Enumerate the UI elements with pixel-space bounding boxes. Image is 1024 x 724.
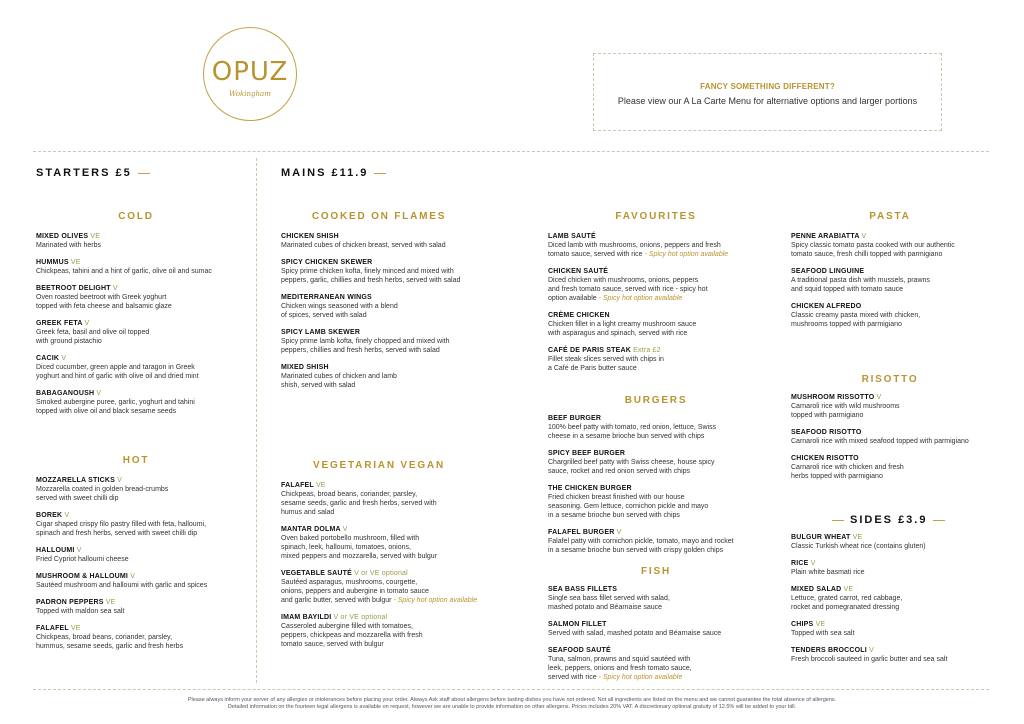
dish-name: BOREK bbox=[36, 512, 63, 519]
menu-item-description: peppers, chickpeas and mozzarella with fresh bbox=[281, 632, 423, 639]
menu-item-name bbox=[548, 585, 768, 594]
menu-item-name bbox=[791, 533, 991, 542]
menu-item-description: Sautéed asparagus, mushrooms, courgette, bbox=[281, 579, 418, 586]
menu-item-description: Served with salad, mashed potato and Béarnaise sauce bbox=[548, 630, 722, 637]
menu-item-description: herbs topped with parmigiano bbox=[791, 473, 883, 480]
menu-item bbox=[36, 319, 251, 346]
dish-name: PADRON PEPPERS bbox=[36, 599, 104, 606]
menu-item bbox=[548, 620, 768, 638]
risotto-heading: RISOTTO bbox=[861, 374, 919, 385]
logo-name: OPUZ bbox=[211, 57, 289, 87]
menu-item-description: Chicken wings seasoned with a blend bbox=[281, 303, 398, 310]
dish-name: CAFÉ DE PARIS STEAK bbox=[548, 347, 632, 354]
menu-item-description: leek, peppers, onions and fresh tomato sauce, bbox=[548, 665, 692, 672]
menu-item-name bbox=[281, 613, 481, 622]
menu-item-name bbox=[791, 454, 991, 463]
hot-heading: HOT bbox=[122, 455, 150, 466]
dietary-tag: VE bbox=[70, 625, 81, 632]
menu-item-name bbox=[281, 569, 481, 578]
menu-item-description: Oven roasted beetroot with Greek yoghurt bbox=[36, 294, 167, 301]
menu-item-description: yoghurt and hint of garlic with olive oil and dried mint bbox=[36, 373, 199, 380]
menu-item bbox=[791, 533, 991, 551]
fish-heading: FISH bbox=[641, 566, 671, 577]
menu-item-description: peppers, chillies and fresh herbs, served with salad bbox=[281, 347, 440, 354]
menu-item-description: Greek feta, basil and olive oil topped bbox=[36, 329, 150, 336]
menu-item-name bbox=[548, 620, 768, 629]
dietary-tag: V bbox=[61, 355, 67, 362]
menu-item-description: in a sesame brioche bun served with crispy golden chips bbox=[548, 547, 724, 554]
menu-item-name bbox=[281, 232, 481, 241]
veg-list bbox=[281, 481, 481, 657]
menu-item bbox=[36, 598, 251, 616]
menu-item-description: Fried Cypriot halloumi cheese bbox=[36, 556, 129, 563]
dish-name: MEDITERRANEAN WINGS bbox=[281, 294, 372, 301]
menu-item bbox=[281, 293, 481, 320]
menu-item-name bbox=[548, 311, 768, 320]
menu-item bbox=[281, 613, 481, 649]
menu-item bbox=[791, 620, 991, 638]
menu-item-description: spinach, leek, halloumi, tomatoes, onions, bbox=[281, 544, 411, 551]
menu-item-name bbox=[281, 363, 481, 372]
menu-item-description: and garlic butter, served with bulgur - Spicy hot option available bbox=[281, 597, 478, 604]
promo-text: Please view our A La Carte Menu for alternative options and larger portions bbox=[617, 96, 918, 106]
menu-item-description: Chickpeas, broad beans, coriander, parsley, bbox=[281, 491, 418, 498]
dish-name: SPICY BEEF BURGER bbox=[548, 450, 626, 457]
menu-item bbox=[791, 646, 991, 664]
menu-item-name bbox=[36, 258, 251, 267]
menu-item bbox=[36, 546, 251, 564]
menu-item bbox=[36, 389, 251, 416]
menu-item-description: served with sweet chilli dip bbox=[36, 495, 119, 502]
menu-item-name bbox=[548, 414, 768, 423]
menu-item-name bbox=[36, 354, 251, 363]
menu-item-description: tomato sauce, served with bulgur bbox=[281, 641, 384, 648]
cold-list bbox=[36, 232, 251, 424]
dish-name: FALAFEL bbox=[36, 625, 69, 632]
dietary-tag: VE bbox=[315, 482, 326, 489]
menu-item-description: Falafel patty with cornichon pickle, tomato, mayo and rocket bbox=[548, 538, 734, 545]
menu-item bbox=[548, 585, 768, 612]
burgers-list bbox=[548, 414, 768, 563]
menu-item bbox=[791, 232, 991, 259]
flames-list bbox=[281, 232, 481, 398]
menu-item-description: Classic Turkish wheat rice (contains gluten) bbox=[791, 543, 926, 550]
menu-item-name bbox=[791, 428, 991, 437]
menu-item-description: rocket and pomegranated dressing bbox=[791, 604, 900, 611]
dish-name: SALMON FILLET bbox=[548, 621, 607, 628]
top-divider bbox=[33, 151, 989, 152]
menu-item-description: Casseroled aubergine filled with tomatoes, bbox=[281, 623, 413, 630]
dish-name: SPICY LAMB SKEWER bbox=[281, 329, 361, 336]
menu-item-description: topped with olive oil and black sesame seeds bbox=[36, 408, 177, 415]
sides-heading: SIDES £3.9 bbox=[832, 514, 951, 526]
dietary-tag: V bbox=[616, 529, 622, 536]
menu-item-description: Carnaroli rice with wild mushrooms bbox=[791, 403, 900, 410]
menu-item bbox=[791, 428, 991, 446]
menu-item-description: tomato sauce, fresh chilli topped with parmigiano bbox=[791, 251, 943, 258]
menu-item-description: Single sea bass fillet served with salad, bbox=[548, 595, 670, 602]
menu-item-description: sesame seeds, garlic and fresh herbs, served with bbox=[281, 500, 437, 507]
menu-item-name bbox=[36, 511, 251, 520]
menu-item-name bbox=[791, 393, 991, 402]
menu-item bbox=[548, 528, 768, 555]
menu-item bbox=[548, 449, 768, 476]
menu-item-description: onions, peppers and aubergine in tomato sauce bbox=[281, 588, 429, 595]
menu-item-name bbox=[281, 525, 481, 534]
dietary-tag: VE bbox=[70, 259, 81, 266]
menu-item-description: Carnaroli rice with mixed seafood topped with parmigiano bbox=[791, 438, 969, 445]
dish-name: MIXED OLIVES bbox=[36, 233, 89, 240]
dish-name: SEAFOOD LINGUINE bbox=[791, 268, 865, 275]
dish-name: FALAFEL BURGER bbox=[548, 529, 615, 536]
menu-item bbox=[548, 646, 768, 682]
dish-name: MANTAR DOLMA bbox=[281, 526, 341, 533]
promo-heading: FANCY SOMETHING DIFFERENT? bbox=[700, 82, 835, 91]
menu-item-description: and squid topped with tomato sauce bbox=[791, 286, 904, 293]
dietary-tag: V or VE optional bbox=[333, 614, 388, 621]
menu-item-description: Marinated cubes of chicken and lamb bbox=[281, 373, 397, 380]
menu-item-description: peppers, garlic, chillies and fresh herbs, served with salad bbox=[281, 277, 461, 284]
menu-item-description: spinach and fresh herbs, served with sweet chilli dip bbox=[36, 530, 198, 537]
dish-name: SEAFOOD SAUTÉ bbox=[548, 647, 611, 654]
menu-item-description: Oven baked portobello mushroom, filled with bbox=[281, 535, 420, 542]
menu-item-description: Diced cucumber, green apple and taragon in Greek bbox=[36, 364, 195, 371]
menu-item-name bbox=[791, 302, 991, 311]
sides-list bbox=[791, 533, 991, 672]
menu-item bbox=[791, 454, 991, 481]
menu-item-description: with ground pistachio bbox=[36, 338, 102, 345]
menu-item bbox=[281, 569, 481, 605]
menu-item-description: humus and salad bbox=[281, 509, 335, 516]
menu-item-description: Marinated cubes of chicken breast, served with salad bbox=[281, 242, 446, 249]
menu-item-description: 100% beef patty with tomato, red onion, lettuce, Swiss bbox=[548, 424, 717, 431]
menu-item-description: Carnaroli rice with chicken and fresh bbox=[791, 464, 904, 471]
dish-name: TENDERS BROCCOLI bbox=[791, 647, 867, 654]
menu-item-description: and fresh tomato sauce, served with rice - spicy hot bbox=[548, 286, 708, 293]
menu-item-description: A traditional pasta dish with mussels, prawns bbox=[791, 277, 930, 284]
menu-item-name bbox=[281, 258, 481, 267]
spicy-option-note: - Spicy hot option available bbox=[598, 674, 683, 681]
spicy-option-note: - Spicy hot option available bbox=[644, 251, 729, 258]
menu-item bbox=[36, 232, 251, 250]
dietary-tag: VE bbox=[90, 233, 101, 240]
menu-item-name bbox=[791, 585, 991, 594]
dietary-tag: VE bbox=[852, 534, 863, 541]
menu-item-name bbox=[791, 620, 991, 629]
dietary-tag: V bbox=[869, 647, 874, 654]
allergen-footer bbox=[90, 697, 934, 711]
dish-name: VEGETABLE SAUTÉ bbox=[281, 570, 352, 577]
dietary-tag: V bbox=[84, 320, 90, 327]
menu-item-description: Tuna, salmon, prawns and squid sautéed with bbox=[548, 656, 691, 663]
dish-name: LAMB SAUTÉ bbox=[548, 233, 596, 240]
menu-item-description: hummus, sesame seeds, garlic and fresh herbs bbox=[36, 643, 184, 650]
menu-item-description: served with rice - Spicy hot option available bbox=[548, 674, 683, 681]
dish-name: HALLOUMI bbox=[36, 547, 75, 554]
menu-item bbox=[791, 559, 991, 577]
dish-name: THE CHICKEN BURGER bbox=[548, 485, 632, 492]
menu-item bbox=[791, 393, 991, 420]
dish-name: BABAGANOUSH bbox=[36, 390, 95, 397]
menu-item-name bbox=[281, 328, 481, 337]
dietary-tag: V bbox=[76, 547, 82, 554]
menu-item-description: Lettuce, grated carrot, red cabbage, bbox=[791, 595, 903, 602]
dish-name: GREEK FETA bbox=[36, 320, 83, 327]
flames-heading: COOKED ON FLAMES bbox=[311, 211, 447, 222]
menu-item bbox=[281, 363, 481, 390]
pasta-list bbox=[791, 232, 991, 337]
menu-item bbox=[36, 284, 251, 311]
menu-item-description: Diced lamb with mushrooms, onions, peppers and fresh bbox=[548, 242, 721, 249]
spicy-option-note: - Spicy hot option available bbox=[393, 597, 478, 604]
risotto-list bbox=[791, 393, 991, 489]
dietary-tag: V bbox=[64, 512, 70, 519]
dietary-tag: V bbox=[112, 285, 118, 292]
mains-heading: MAINS £11.9 bbox=[281, 167, 392, 179]
menu-item-name bbox=[548, 267, 768, 276]
menu-item-name bbox=[36, 389, 251, 398]
menu-item-description: Chickpeas, broad beans, coriander, parsley, bbox=[36, 634, 173, 641]
dietary-tag: VE bbox=[105, 599, 116, 606]
dietary-tag: V bbox=[861, 233, 867, 240]
menu-item-description: seasoning. Gem lettuce, cornichon pickle and mayo bbox=[548, 503, 709, 510]
dish-name: CHICKEN ALFREDO bbox=[791, 303, 862, 310]
dietary-tag: V bbox=[96, 390, 102, 397]
dietary-tag: VE bbox=[843, 586, 854, 593]
dietary-tag: VE bbox=[815, 621, 826, 628]
logo-place: Wokingham bbox=[229, 90, 271, 98]
menu-item-description: Fillet steak slices served with chips in bbox=[548, 356, 664, 363]
menu-item-name bbox=[36, 598, 251, 607]
menu-item bbox=[791, 302, 991, 329]
menu-item-description: topped with parmigiano bbox=[791, 412, 864, 419]
dish-name: CHICKEN RISOTTO bbox=[791, 455, 859, 462]
menu-item bbox=[281, 232, 481, 250]
menu-item bbox=[548, 311, 768, 338]
menu-item-name bbox=[548, 346, 768, 355]
pasta-heading: PASTA bbox=[869, 211, 911, 222]
menu-item-name bbox=[548, 449, 768, 458]
menu-item-name bbox=[36, 319, 251, 328]
menu-item-description: with asparagus and spinach, served with rice bbox=[548, 330, 688, 337]
menu-item bbox=[548, 346, 768, 373]
veg-heading: VEGETARIAN VEGAN bbox=[313, 460, 445, 471]
menu-item-description: tomato sauce, served with rice - Spicy hot option available bbox=[548, 251, 729, 258]
dish-name: SEA BASS FILLETS bbox=[548, 586, 618, 593]
menu-item bbox=[548, 414, 768, 441]
menu-item-description: Chicken fillet in a light creamy mushroom sauce bbox=[548, 321, 697, 328]
dish-name: BULGUR WHEAT bbox=[791, 534, 851, 541]
menu-item-description: of spices, served with salad bbox=[281, 312, 367, 319]
menu-item-name bbox=[548, 528, 768, 537]
starters-heading: STARTERS £5 bbox=[36, 167, 156, 179]
footer-line-1: Please always inform your server of any allergies or intolerances before placing your order. Always Ask staff about allergens before tasting dishes you have not ordered. Not all ingredients are listed on the menu and we cannot guarantee the total absence of allergens. bbox=[187, 697, 837, 703]
dish-name: SEAFOOD RISOTTO bbox=[791, 429, 862, 436]
dish-name: HUMMUS bbox=[36, 259, 69, 266]
dish-name: CRÈME CHICKEN bbox=[548, 312, 610, 319]
menu-item-description: Diced chicken with mushrooms, onions, peppers bbox=[548, 277, 699, 284]
menu-item-name bbox=[281, 293, 481, 302]
opuz-logo bbox=[203, 27, 297, 121]
cold-heading: COLD bbox=[118, 211, 154, 222]
burgers-heading: BURGERS bbox=[624, 395, 688, 406]
menu-item bbox=[36, 354, 251, 381]
menu-item-description: Marinated with herbs bbox=[36, 242, 101, 249]
menu-item-name bbox=[791, 559, 991, 568]
bottom-divider bbox=[33, 689, 989, 690]
dietary-tag: V bbox=[342, 526, 348, 533]
dish-name: SPICY CHICKEN SKEWER bbox=[281, 259, 373, 266]
menu-item bbox=[281, 481, 481, 517]
menu-item bbox=[36, 258, 251, 276]
favourites-list bbox=[548, 232, 768, 381]
a-la-carte-promo bbox=[593, 53, 942, 131]
dietary-tag: V bbox=[876, 394, 882, 401]
menu-item-description: Topped with maldon sea salt bbox=[36, 608, 125, 615]
dish-name: CHICKEN SAUTÉ bbox=[548, 268, 609, 275]
dish-name: MUSHROOM & HALLOUMI bbox=[36, 573, 129, 580]
menu-item-description: a Café de Paris butter sauce bbox=[548, 365, 637, 372]
menu-item bbox=[36, 624, 251, 651]
dish-name: MOZZARELLA STICKS bbox=[36, 477, 115, 484]
menu-item-description: Classic creamy pasta mixed with chicken, bbox=[791, 312, 921, 319]
dietary-tag: V or VE optional bbox=[354, 570, 408, 577]
dietary-tag: Extra £2 bbox=[633, 347, 661, 354]
menu-item-description: mixed peppers and mozzarella, served with bulgur bbox=[281, 553, 438, 560]
dietary-tag: V bbox=[810, 560, 816, 567]
hot-list bbox=[36, 476, 251, 659]
menu-item-description: Smoked aubergine puree, garlic, yoghurt and tahini bbox=[36, 399, 195, 406]
menu-item-description: Plain white basmati rice bbox=[791, 569, 865, 576]
dish-name: MIXED SHISH bbox=[281, 364, 329, 371]
menu-item-description: Fresh broccoli sauteed in garlic butter and sea salt bbox=[791, 656, 948, 663]
menu-item bbox=[36, 476, 251, 503]
menu-item-description: Mozzarella coated in golden bread-crumbs bbox=[36, 486, 169, 493]
menu-item-description: Fried chicken breast finished with our house bbox=[548, 494, 685, 501]
menu-item-name bbox=[36, 546, 251, 555]
dietary-tag: V bbox=[130, 573, 136, 580]
dish-name: CACIK bbox=[36, 355, 60, 362]
menu-item-description: option available - Spicy hot option available bbox=[548, 295, 683, 302]
menu-item-description: Cigar shaped crispy filo pastry filled with feta, halloumi, bbox=[36, 521, 207, 528]
dish-name: RICE bbox=[791, 560, 809, 567]
menu-item-description: Spicy prime lamb kofta, finely chopped and mixed with bbox=[281, 338, 450, 345]
menu-item-name bbox=[548, 232, 768, 241]
menu-item-name bbox=[36, 624, 251, 633]
menu-item-name bbox=[548, 646, 768, 655]
spicy-option-note: - Spicy hot option available bbox=[598, 295, 683, 302]
menu-item bbox=[548, 267, 768, 303]
menu-item-description: cheese in a sesame brioche bun served with chips bbox=[548, 433, 705, 440]
menu-item-description: mashed potato and Béarnaise sauce bbox=[548, 604, 663, 611]
menu-item-description: topped with feta cheese and balsamic glaze bbox=[36, 303, 172, 310]
menu-item bbox=[281, 328, 481, 355]
dish-name: BEEF BURGER bbox=[548, 415, 602, 422]
menu-item-description: shish, served with salad bbox=[281, 382, 356, 389]
dish-name: PENNE ARABIATTA bbox=[791, 233, 860, 240]
dish-name: BEETROOT DELIGHT bbox=[36, 285, 111, 292]
menu-item-description: Spicy classic tomato pasta cooked with our authentic bbox=[791, 242, 955, 249]
menu-item-name bbox=[281, 481, 481, 490]
menu-item-description: in a sesame brioche bun served with chips bbox=[548, 512, 680, 519]
favourites-heading: FAVOURITES bbox=[615, 211, 697, 222]
menu-item bbox=[36, 511, 251, 538]
menu-item bbox=[36, 572, 251, 590]
menu-item-name bbox=[791, 232, 991, 241]
menu-item-name bbox=[791, 267, 991, 276]
menu-item-description: Spicy prime chicken kofta, finely minced and mixed with bbox=[281, 268, 454, 275]
menu-item-name bbox=[36, 284, 251, 293]
menu-item-description: mushrooms topped with parmigiano bbox=[791, 321, 902, 328]
dish-name: FALAFEL bbox=[281, 482, 314, 489]
dish-name: MUSHROOM RISSOTTO bbox=[791, 394, 875, 401]
menu-item bbox=[548, 484, 768, 520]
menu-item-name bbox=[791, 646, 991, 655]
menu-item bbox=[281, 525, 481, 561]
menu-item-name bbox=[36, 232, 251, 241]
menu-item-description: Sautéed mushroom and halloumi with garlic and spices bbox=[36, 582, 208, 589]
menu-item-description: Chargrilled beef patty with Swiss cheese, house spicy bbox=[548, 459, 715, 466]
menu-item bbox=[548, 232, 768, 259]
menu-item bbox=[281, 258, 481, 285]
menu-item bbox=[791, 585, 991, 612]
fish-list bbox=[548, 585, 768, 690]
menu-item bbox=[791, 267, 991, 294]
menu-item-name bbox=[36, 572, 251, 581]
menu-item-name bbox=[548, 484, 768, 493]
footer-line-2: Detailed information on the fourteen legal allergens is available on request, however we are unable to provide information on other allergens. Prices includes 20% VAT. A discretionary optional gratuity of 12.5% will be added to your bill. bbox=[227, 704, 797, 710]
menu-item-description: Topped with sea salt bbox=[791, 630, 855, 637]
dish-name: MIXED SALAD bbox=[791, 586, 842, 593]
dish-name: CHIPS bbox=[791, 621, 814, 628]
dish-name: CHICKEN SHISH bbox=[281, 233, 339, 240]
menu-item-name bbox=[36, 476, 251, 485]
column-divider bbox=[256, 158, 257, 683]
dish-name: IMAM BAYILDI bbox=[281, 614, 332, 621]
menu-item-description: sauce, rocket and red onion served with chips bbox=[548, 468, 691, 475]
dietary-tag: V bbox=[117, 477, 122, 484]
menu-item-description: Chickpeas, tahini and a hint of garlic, olive oil and sumac bbox=[36, 268, 212, 275]
